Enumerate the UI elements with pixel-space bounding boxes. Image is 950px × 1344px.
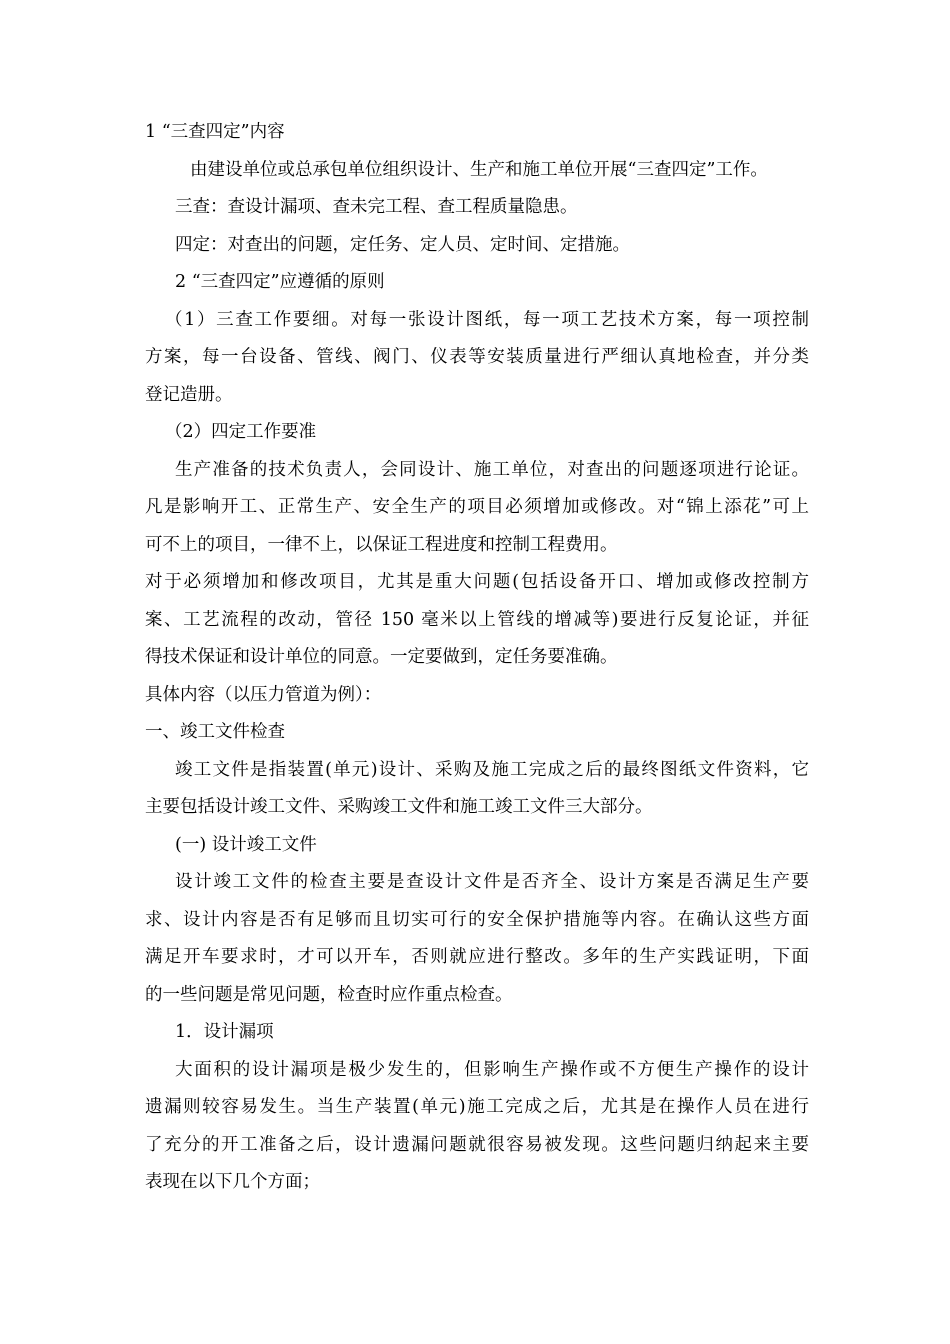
paragraph-line: 了充分的开工准备之后，设计遗漏问题就很容易被发现。这些问题归纳起来主要 [145,1134,809,1155]
item-heading: 1．设计漏项 [175,1022,274,1042]
paragraph-line: 满足开车要求时，才可以开车，否则就应进行整改。多年的生产实践证明，下面 [145,947,809,967]
section-heading-2: 2 “三查四定”应遵循的原则 [175,272,385,292]
paragraph-line: 的一些问题是常见问题，检查时应作重点检查。 [145,984,513,1005]
subsection-heading: (一) 设计竣工文件 [175,834,317,855]
paragraph-line: 生产准备的技术负责人，会同设计、施工单位，对查出的问题逐项进行论证。 [175,459,809,480]
section-heading-1: 1 “三查四定”内容 [145,122,285,142]
chapter-heading: 一、竣工文件检查 [145,722,285,742]
paragraph-line: 三查：查设计漏项、查未完工程、查工程质量隐患。 [175,197,578,217]
paragraph-line: 由建设单位或总承包单位组织设计、生产和施工单位开展“三查四定”工作。 [190,159,768,180]
content-heading: 具体内容（以压力管道为例）： [145,684,382,705]
paragraph-line: 方案，每一台设备、管线、阀门、仪表等安装质量进行严细认真地检查，并分类 [145,347,809,367]
paragraph-line: 案、工艺流程的改动，管径 150 毫米以上管线的增减等)要进行反复论证，并征 [145,609,809,630]
paragraph-line: 凡是影响开工、正常生产、安全生产的项目必须增加或修改。对“锦上添花”可上 [145,497,809,517]
paragraph-line: 四定：对查出的问题，定任务、定人员、定时间、定措施。 [175,234,630,255]
paragraph-line: 表现在以下几个方面； [145,1172,320,1192]
document-body [145,114,809,1202]
paragraph-line: 大面积的设计漏项是极少发生的，但影响生产操作或不方便生产操作的设计 [175,1059,809,1080]
subsection-heading: （2）四定工作要准 [165,422,317,442]
paragraph-line: 登记造册。 [145,384,233,405]
paragraph-line: 可不上的项目，一律不上，以保证工程进度和控制工程费用。 [145,534,618,555]
paragraph-line: 遗漏则较容易发生。当生产装置(单元)施工完成之后，尤其是在操作人员在进行 [145,1097,809,1117]
paragraph-line: 设计竣工文件的检查主要是查设计文件是否齐全、设计方案是否满足生产要 [175,872,809,892]
paragraph-line: 对于必须增加和修改项目，尤其是重大问题(包括设备开口、增加或修改控制方 [145,572,809,592]
paragraph-line: 得技术保证和设计单位的同意。一定要做到，定任务要准确。 [145,647,618,667]
paragraph-line: 求、设计内容是否有足够而且切实可行的安全保护措施等内容。在确认这些方面 [145,909,809,930]
paragraph-line: 主要包括设计竣工文件、采购竣工文件和施工竣工文件三大部分。 [145,797,653,817]
paragraph-line: （1）三查工作要细。对每一张设计图纸，每一项工艺技术方案，每一项控制 [165,309,809,330]
paragraph-line: 竣工文件是指装置(单元)设计、采购及施工完成之后的最终图纸文件资料，它 [175,759,809,780]
